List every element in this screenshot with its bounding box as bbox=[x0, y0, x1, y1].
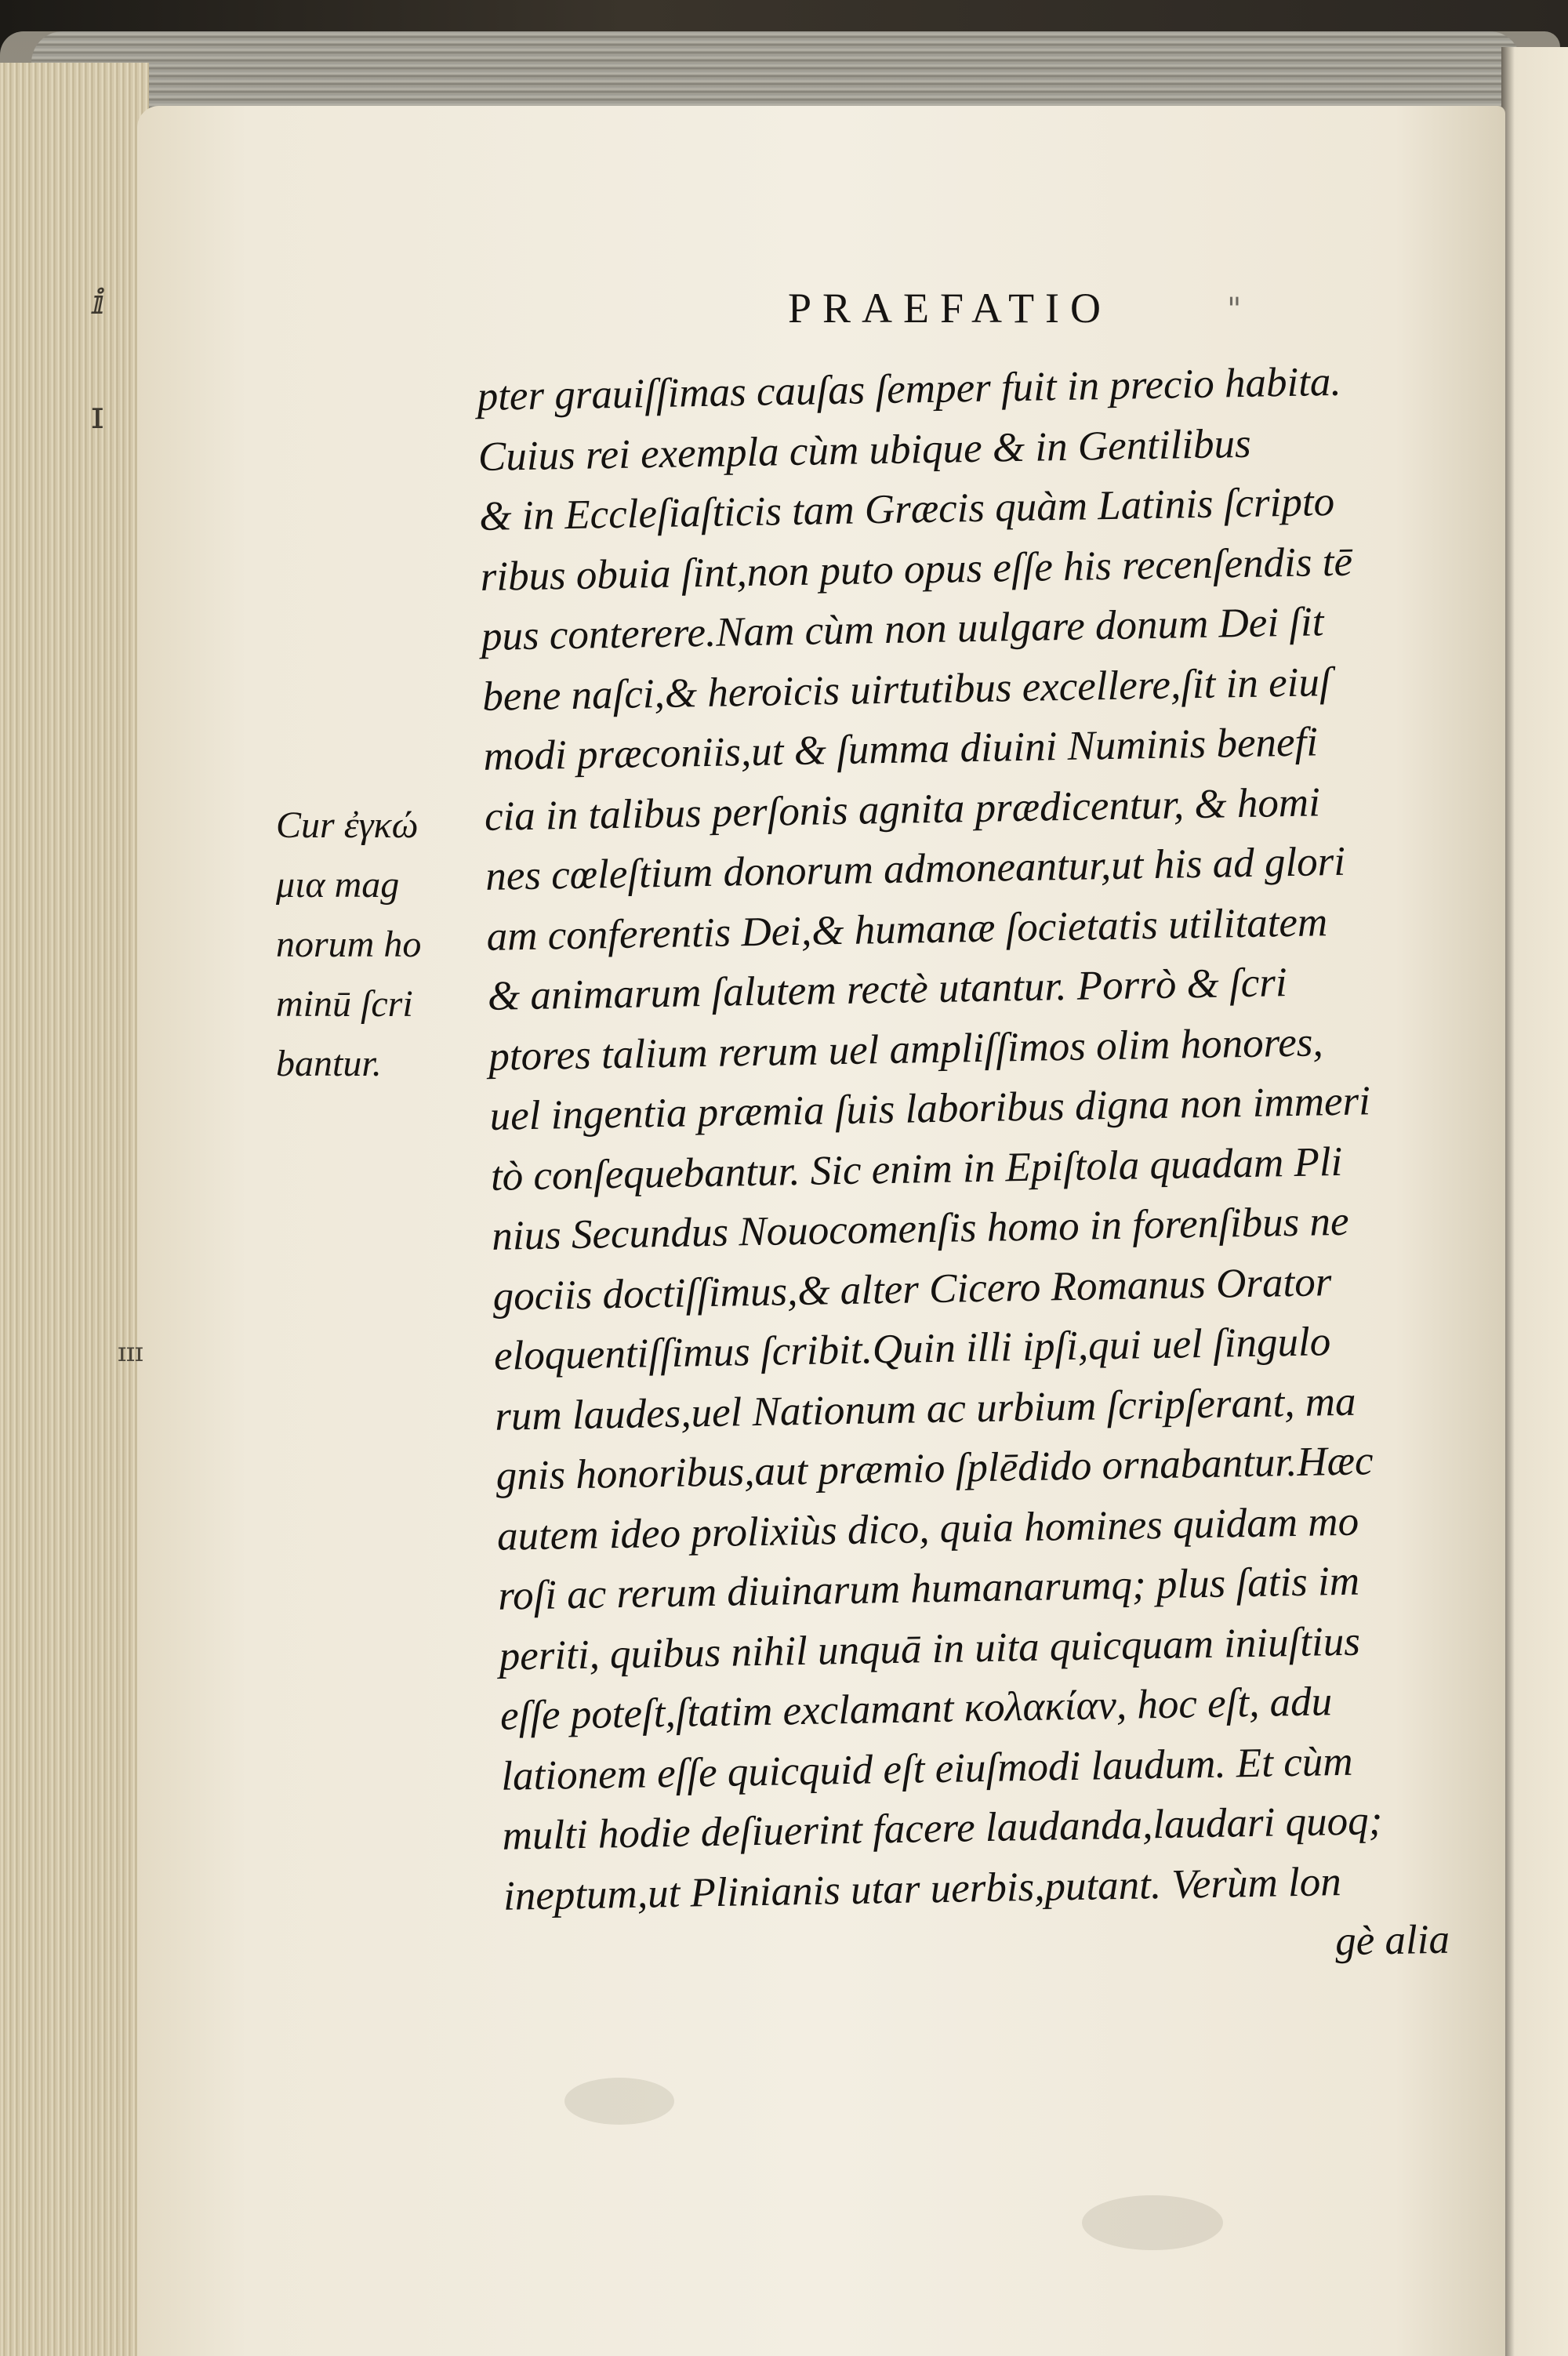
text-line: cia in talibus perſonis agnita prædicentur, & homi bbox=[484, 779, 1321, 840]
text-line: nius Secundus Nouocomenſis homo in forenſibus ne bbox=[491, 1198, 1349, 1259]
paper-stain bbox=[564, 2078, 674, 2125]
text-line: gnis honoribus,aut præmio ſplēdido ornabantur.Hæc bbox=[495, 1438, 1374, 1499]
text-line: bene naſci,& heroicis uirtutibus excellere,ſit in eiuſ bbox=[481, 659, 1331, 720]
marginal-line: Cur ἐγκώ bbox=[276, 804, 419, 846]
text-line: gociis doctiſſimus,& alter Cicero Romanus Orator bbox=[492, 1258, 1332, 1320]
marginal-line: minū ſcri bbox=[276, 983, 413, 1025]
running-head: PRAEFATIO bbox=[788, 285, 1112, 332]
text-line: ineptum,ut Plinianis utar uerbis,putant. Verùm lon bbox=[503, 1858, 1342, 1919]
marginal-line: bantur. bbox=[276, 1043, 382, 1084]
text-line: modi præconiis,ut & ſumma diuini Numinis benefi bbox=[483, 719, 1319, 779]
text-line: uel ingentia præmia ſuis laboribus digna non immeri bbox=[489, 1078, 1371, 1139]
paper-stain bbox=[1082, 2195, 1223, 2250]
text-line: pter grauiſſimas cauſas ſemper fuit in precio habita. bbox=[477, 358, 1342, 419]
edge-mark: ɪ bbox=[91, 392, 103, 437]
edge-mark: ⅈ bbox=[93, 282, 106, 322]
text-line: Cuius rei exempla cùm ubique & in Gentilibus bbox=[477, 420, 1252, 480]
body-text bbox=[477, 350, 1493, 1986]
text-line: autem ideo prolixiùs dico, quia homines quidam mo bbox=[496, 1498, 1359, 1559]
text-line: eſſe poteſt,ſtatim exclamant κολακίαν, hoc eſt, adu bbox=[499, 1679, 1333, 1739]
catchword: gè alia bbox=[1334, 1916, 1450, 1965]
text-line: periti, quibus nihil unquā in uita quicquam iniuſtius bbox=[499, 1618, 1361, 1679]
text-line: eloquentiſſimus ſcribit.Quin illi ipſi,qui uel ſingulo bbox=[493, 1319, 1331, 1379]
marginal-line: norum ho bbox=[276, 924, 422, 965]
text-line: ptores talium rerum uel ampliſſimos olim honores, bbox=[488, 1018, 1324, 1080]
text-line: & animarum ſalutem rectè utantur. Porrò & ſcri bbox=[487, 960, 1288, 1019]
text-line: pus conterere.Nam cùm non uulgare donum Dei ſit bbox=[481, 599, 1324, 659]
marginal-line: μια mag bbox=[276, 864, 400, 906]
header-mark: " bbox=[1227, 292, 1242, 328]
text-line: rum laudes,uel Nationum ac urbium ſcripſerant, ma bbox=[494, 1378, 1356, 1439]
marginal-note bbox=[276, 796, 421, 1094]
text-line: lationem eſſe quicquid eſt eiuſmodi laudum. Et cùm bbox=[500, 1738, 1354, 1799]
facing-page-edge bbox=[1501, 47, 1568, 2356]
page-fore-edges bbox=[0, 63, 149, 2356]
text-line: tò conſequebantur. Sic enim in Epiſtola quadam Pli bbox=[490, 1138, 1343, 1200]
text-line: roſi ac rerum diuinarum humanarumq; plus ſatis im bbox=[497, 1558, 1360, 1619]
text-line: & in Eccleſiaſticis tam Græcis quàm Latinis ſcripto bbox=[478, 478, 1335, 539]
text-line: ribus obuia ſint,non puto opus eſſe his recenſendis tē bbox=[480, 539, 1353, 600]
text-line: multi hodie deſiuerint facere laudanda,laudari quoq; bbox=[502, 1798, 1383, 1859]
text-line: nes cœleſtium donorum admoneantur,ut his ad glori bbox=[485, 838, 1346, 899]
text-line: am conferentis Dei,& humanæ ſocietatis utilitatem bbox=[486, 898, 1328, 960]
edge-mark: ɪɪɪ bbox=[118, 1337, 143, 1368]
